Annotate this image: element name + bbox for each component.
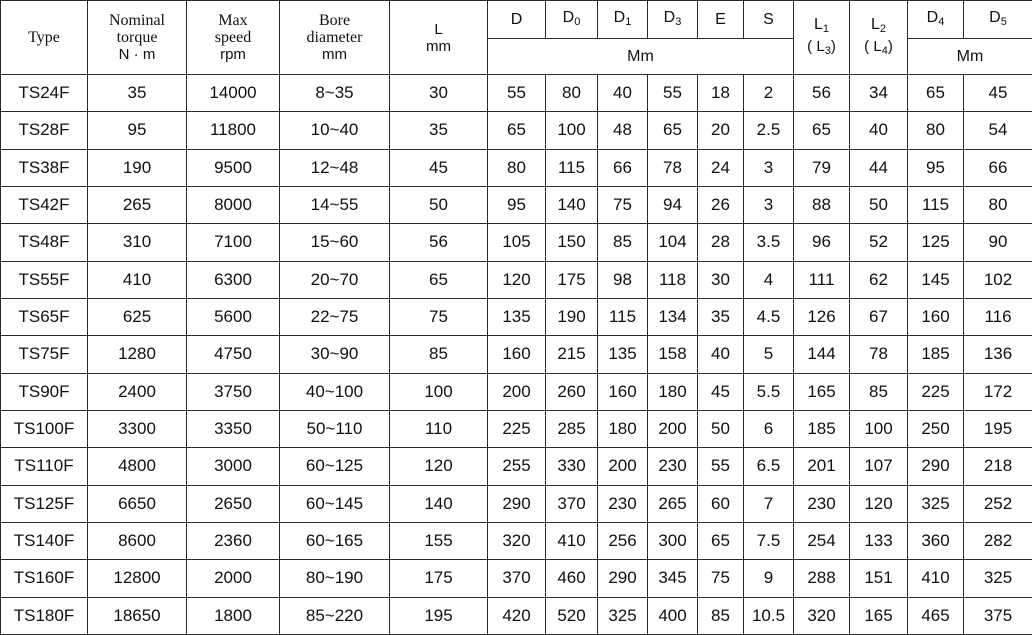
header-l (390, 1, 488, 75)
cell-d0: 140 (546, 186, 598, 223)
cell-l1: 320 (794, 597, 850, 634)
cell-d4: 115 (908, 186, 964, 223)
cell-speed: 8000 (187, 186, 280, 223)
cell-d4: 290 (908, 448, 964, 485)
cell-d3: 230 (648, 448, 698, 485)
cell-bore: 60~125 (280, 448, 390, 485)
cell-s: 6.5 (744, 448, 794, 485)
header-d5 (964, 1, 1032, 39)
cell-e: 30 (698, 261, 744, 298)
cell-l1: 65 (794, 112, 850, 149)
table-row (1, 597, 1032, 634)
cell-d1: 230 (598, 485, 648, 522)
cell-d: 255 (488, 448, 546, 485)
cell-d3: 158 (648, 336, 698, 373)
cell-bore: 50~110 (280, 410, 390, 447)
cell-s: 7 (744, 485, 794, 522)
cell-torque: 18650 (88, 597, 187, 634)
cell-d4: 145 (908, 261, 964, 298)
cell-s: 3 (744, 149, 794, 186)
cell-d0: 330 (546, 448, 598, 485)
cell-speed: 11800 (187, 112, 280, 149)
cell-type: TS28F (1, 112, 88, 149)
cell-d4: 95 (908, 149, 964, 186)
cell-e: 18 (698, 75, 744, 112)
cell-l1: 201 (794, 448, 850, 485)
header-bore-line1: Bore (318, 12, 351, 29)
header-l4-base: L (873, 37, 882, 55)
cell-type: TS48F (1, 224, 88, 261)
cell-d4: 80 (908, 112, 964, 149)
cell-l2: 133 (850, 522, 908, 559)
cell-d: 370 (488, 560, 546, 597)
header-l-label: L (434, 20, 443, 38)
cell-s: 3.5 (744, 224, 794, 261)
cell-l: 56 (390, 224, 488, 261)
cell-d4: 465 (908, 597, 964, 634)
cell-d0: 115 (546, 149, 598, 186)
cell-d5: 136 (964, 336, 1032, 373)
header-l4-close: ) (887, 37, 893, 55)
cell-d3: 104 (648, 224, 698, 261)
cell-l: 110 (390, 410, 488, 447)
cell-torque: 8600 (88, 522, 187, 559)
header-mm-group-1: Mm (488, 39, 794, 75)
cell-d: 95 (488, 186, 546, 223)
header-bore-line2: diameter (306, 29, 363, 46)
table-row (1, 149, 1032, 186)
table-row (1, 224, 1032, 261)
header-nominal-torque (88, 1, 187, 75)
cell-type: TS180F (1, 597, 88, 634)
cell-d5: 172 (964, 373, 1032, 410)
cell-speed: 5600 (187, 298, 280, 335)
header-l1-base: L (813, 15, 823, 33)
cell-d: 160 (488, 336, 546, 373)
header-l3 (794, 38, 849, 60)
cell-d5: 218 (964, 448, 1032, 485)
cell-torque: 3300 (88, 410, 187, 447)
table-row (1, 522, 1032, 559)
header-l1 (794, 16, 849, 38)
cell-d1: 48 (598, 112, 648, 149)
table-row (1, 75, 1032, 112)
cell-l2: 78 (850, 336, 908, 373)
header-l2-sub: 2 (879, 22, 887, 35)
header-d1 (598, 1, 648, 39)
cell-l2: 40 (850, 112, 908, 149)
cell-d3: 345 (648, 560, 698, 597)
cell-d3: 265 (648, 485, 698, 522)
cell-speed: 9500 (187, 149, 280, 186)
cell-bore: 30~90 (280, 336, 390, 373)
cell-d4: 185 (908, 336, 964, 373)
cell-d1: 290 (598, 560, 648, 597)
cell-torque: 625 (88, 298, 187, 335)
header-l4 (850, 38, 907, 60)
cell-l: 140 (390, 485, 488, 522)
cell-l2: 100 (850, 410, 908, 447)
cell-s: 5 (744, 336, 794, 373)
cell-d: 320 (488, 522, 546, 559)
cell-d4: 325 (908, 485, 964, 522)
cell-l1: 185 (794, 410, 850, 447)
cell-d1: 200 (598, 448, 648, 485)
cell-d0: 80 (546, 75, 598, 112)
cell-type: TS100F (1, 410, 88, 447)
cell-e: 85 (698, 597, 744, 634)
header-torque-unit: N · m (118, 46, 156, 63)
header-l2 (850, 16, 907, 38)
cell-torque: 1280 (88, 336, 187, 373)
header-speed-line1: Max (218, 12, 248, 29)
cell-d4: 360 (908, 522, 964, 559)
cell-bore: 80~190 (280, 560, 390, 597)
cell-l2: 85 (850, 373, 908, 410)
cell-l: 175 (390, 560, 488, 597)
cell-type: TS125F (1, 485, 88, 522)
cell-d5: 282 (964, 522, 1032, 559)
cell-speed: 1800 (187, 597, 280, 634)
header-s: S (744, 1, 794, 39)
cell-e: 28 (698, 224, 744, 261)
cell-s: 4.5 (744, 298, 794, 335)
cell-torque: 2400 (88, 373, 187, 410)
cell-d3: 78 (648, 149, 698, 186)
header-speed-line2: speed (214, 29, 252, 46)
cell-bore: 14~55 (280, 186, 390, 223)
header-d3 (648, 1, 698, 39)
cell-d0: 100 (546, 112, 598, 149)
cell-d0: 410 (546, 522, 598, 559)
cell-d: 120 (488, 261, 546, 298)
cell-l2: 34 (850, 75, 908, 112)
cell-d: 80 (488, 149, 546, 186)
cell-d3: 200 (648, 410, 698, 447)
cell-l1: 288 (794, 560, 850, 597)
cell-e: 65 (698, 522, 744, 559)
table-row (1, 336, 1032, 373)
cell-d5: 45 (964, 75, 1032, 112)
cell-l2: 120 (850, 485, 908, 522)
cell-d1: 180 (598, 410, 648, 447)
cell-d5: 325 (964, 560, 1032, 597)
cell-l2: 165 (850, 597, 908, 634)
header-type: Type (1, 1, 88, 75)
header-d0-base: D (562, 8, 575, 26)
cell-e: 40 (698, 336, 744, 373)
header-d3-base: D (663, 8, 676, 26)
cell-l: 50 (390, 186, 488, 223)
cell-d1: 160 (598, 373, 648, 410)
cell-l1: 111 (794, 261, 850, 298)
cell-torque: 6650 (88, 485, 187, 522)
cell-l: 30 (390, 75, 488, 112)
header-l1-l3 (794, 1, 850, 75)
cell-d0: 215 (546, 336, 598, 373)
cell-torque: 35 (88, 75, 187, 112)
cell-type: TS110F (1, 448, 88, 485)
cell-l1: 254 (794, 522, 850, 559)
cell-l2: 67 (850, 298, 908, 335)
table-body (1, 75, 1032, 635)
cell-l1: 144 (794, 336, 850, 373)
header-l3-base: L (816, 37, 825, 55)
cell-d3: 94 (648, 186, 698, 223)
cell-l2: 151 (850, 560, 908, 597)
cell-type: TS65F (1, 298, 88, 335)
header-l2-l4 (850, 1, 908, 75)
table-row (1, 186, 1032, 223)
cell-d5: 90 (964, 224, 1032, 261)
cell-speed: 2000 (187, 560, 280, 597)
cell-torque: 4800 (88, 448, 187, 485)
cell-e: 55 (698, 448, 744, 485)
header-d3-sub: 3 (675, 15, 682, 28)
header-d1-base: D (613, 8, 626, 26)
cell-l1: 165 (794, 373, 850, 410)
cell-speed: 4750 (187, 336, 280, 373)
cell-d0: 175 (546, 261, 598, 298)
cell-s: 7.5 (744, 522, 794, 559)
table-row (1, 261, 1032, 298)
cell-d1: 115 (598, 298, 648, 335)
header-d5-base: D (989, 8, 1001, 26)
cell-bore: 10~40 (280, 112, 390, 149)
cell-e: 20 (698, 112, 744, 149)
cell-speed: 3000 (187, 448, 280, 485)
cell-d4: 125 (908, 224, 964, 261)
cell-type: TS140F (1, 522, 88, 559)
cell-l: 85 (390, 336, 488, 373)
cell-type: TS24F (1, 75, 88, 112)
cell-l2: 44 (850, 149, 908, 186)
cell-s: 2 (744, 75, 794, 112)
header-d0 (546, 1, 598, 39)
cell-s: 6 (744, 410, 794, 447)
header-l2-base: L (870, 15, 880, 33)
cell-d: 225 (488, 410, 546, 447)
cell-d: 65 (488, 112, 546, 149)
header-d0-sub: 0 (574, 15, 581, 28)
cell-bore: 60~145 (280, 485, 390, 522)
cell-torque: 310 (88, 224, 187, 261)
header-d4-sub: 4 (938, 15, 945, 28)
cell-speed: 7100 (187, 224, 280, 261)
header-d5-sub: 5 (1000, 15, 1007, 28)
cell-d1: 325 (598, 597, 648, 634)
cell-e: 26 (698, 186, 744, 223)
header-d4 (908, 1, 964, 39)
table-row (1, 373, 1032, 410)
cell-e: 24 (698, 149, 744, 186)
cell-speed: 14000 (187, 75, 280, 112)
cell-d0: 285 (546, 410, 598, 447)
cell-torque: 190 (88, 149, 187, 186)
cell-type: TS160F (1, 560, 88, 597)
header-max-speed (187, 1, 280, 75)
cell-type: TS55F (1, 261, 88, 298)
cell-l: 35 (390, 112, 488, 149)
cell-l2: 62 (850, 261, 908, 298)
cell-d5: 102 (964, 261, 1032, 298)
table-row (1, 485, 1032, 522)
cell-d5: 252 (964, 485, 1032, 522)
cell-d5: 80 (964, 186, 1032, 223)
cell-l: 100 (390, 373, 488, 410)
cell-l1: 96 (794, 224, 850, 261)
cell-d1: 85 (598, 224, 648, 261)
cell-d1: 98 (598, 261, 648, 298)
cell-s: 4 (744, 261, 794, 298)
header-torque-line2: torque (116, 29, 158, 46)
cell-d5: 66 (964, 149, 1032, 186)
table-header (1, 1, 1032, 75)
header-l3-close: ) (830, 37, 836, 55)
cell-l: 65 (390, 261, 488, 298)
header-l3-open: ( (807, 37, 813, 55)
cell-d0: 260 (546, 373, 598, 410)
cell-type: TS42F (1, 186, 88, 223)
cell-l: 45 (390, 149, 488, 186)
cell-d3: 65 (648, 112, 698, 149)
cell-l: 75 (390, 298, 488, 335)
cell-d0: 190 (546, 298, 598, 335)
cell-d0: 460 (546, 560, 598, 597)
cell-d: 420 (488, 597, 546, 634)
cell-type: TS90F (1, 373, 88, 410)
cell-l2: 52 (850, 224, 908, 261)
cell-torque: 410 (88, 261, 187, 298)
header-l1-sub: 1 (822, 22, 830, 35)
cell-s: 5.5 (744, 373, 794, 410)
cell-bore: 20~70 (280, 261, 390, 298)
cell-d3: 400 (648, 597, 698, 634)
cell-d3: 300 (648, 522, 698, 559)
cell-d: 200 (488, 373, 546, 410)
cell-s: 3 (744, 186, 794, 223)
cell-d5: 195 (964, 410, 1032, 447)
cell-l1: 79 (794, 149, 850, 186)
cell-speed: 2360 (187, 522, 280, 559)
cell-d: 290 (488, 485, 546, 522)
cell-l1: 230 (794, 485, 850, 522)
header-l3-sub: 3 (824, 44, 831, 57)
cell-type: TS75F (1, 336, 88, 373)
cell-speed: 2650 (187, 485, 280, 522)
cell-d4: 160 (908, 298, 964, 335)
header-l4-sub: 4 (881, 44, 888, 57)
header-mm-group-2: Mm (908, 39, 1032, 75)
cell-bore: 15~60 (280, 224, 390, 261)
header-l4-open: ( (864, 37, 870, 55)
cell-d4: 65 (908, 75, 964, 112)
cell-torque: 265 (88, 186, 187, 223)
cell-l1: 88 (794, 186, 850, 223)
cell-e: 60 (698, 485, 744, 522)
table-row (1, 448, 1032, 485)
cell-d1: 135 (598, 336, 648, 373)
header-d1-sub: 1 (625, 15, 632, 28)
cell-d3: 118 (648, 261, 698, 298)
cell-speed: 3750 (187, 373, 280, 410)
cell-d: 105 (488, 224, 546, 261)
cell-speed: 6300 (187, 261, 280, 298)
cell-e: 45 (698, 373, 744, 410)
header-torque-line1: Nominal (109, 12, 165, 29)
cell-l: 120 (390, 448, 488, 485)
cell-d4: 225 (908, 373, 964, 410)
header-bore-unit: mm (322, 46, 347, 63)
cell-bore: 8~35 (280, 75, 390, 112)
table-row (1, 410, 1032, 447)
cell-d1: 66 (598, 149, 648, 186)
cell-s: 2.5 (744, 112, 794, 149)
cell-torque: 95 (88, 112, 187, 149)
cell-d5: 375 (964, 597, 1032, 634)
cell-e: 75 (698, 560, 744, 597)
cell-torque: 12800 (88, 560, 187, 597)
cell-l1: 56 (794, 75, 850, 112)
cell-bore: 40~100 (280, 373, 390, 410)
cell-d5: 54 (964, 112, 1032, 149)
cell-d4: 410 (908, 560, 964, 597)
cell-type: TS38F (1, 149, 88, 186)
cell-bore: 22~75 (280, 298, 390, 335)
cell-d0: 150 (546, 224, 598, 261)
header-e: E (698, 1, 744, 39)
cell-l: 155 (390, 522, 488, 559)
cell-bore: 12~48 (280, 149, 390, 186)
cell-d5: 116 (964, 298, 1032, 335)
cell-l2: 50 (850, 186, 908, 223)
header-d4-base: D (926, 8, 939, 26)
cell-d0: 520 (546, 597, 598, 634)
cell-d1: 75 (598, 186, 648, 223)
header-d: D (488, 1, 546, 39)
cell-e: 50 (698, 410, 744, 447)
cell-d1: 256 (598, 522, 648, 559)
cell-e: 35 (698, 298, 744, 335)
cell-d1: 40 (598, 75, 648, 112)
table-row (1, 298, 1032, 335)
header-speed-unit: rpm (220, 46, 246, 63)
cell-d3: 55 (648, 75, 698, 112)
cell-d3: 134 (648, 298, 698, 335)
cell-l: 195 (390, 597, 488, 634)
cell-d0: 370 (546, 485, 598, 522)
cell-d4: 250 (908, 410, 964, 447)
cell-speed: 3350 (187, 410, 280, 447)
cell-d: 135 (488, 298, 546, 335)
cell-bore: 85~220 (280, 597, 390, 634)
table-row (1, 112, 1032, 149)
cell-l1: 126 (794, 298, 850, 335)
cell-s: 10.5 (744, 597, 794, 634)
cell-s: 9 (744, 560, 794, 597)
cell-d: 55 (488, 75, 546, 112)
header-bore-diameter (280, 1, 390, 75)
header-l-unit: mm (426, 37, 451, 55)
table-row (1, 560, 1032, 597)
cell-d3: 180 (648, 373, 698, 410)
cell-l2: 107 (850, 448, 908, 485)
cell-bore: 60~165 (280, 522, 390, 559)
